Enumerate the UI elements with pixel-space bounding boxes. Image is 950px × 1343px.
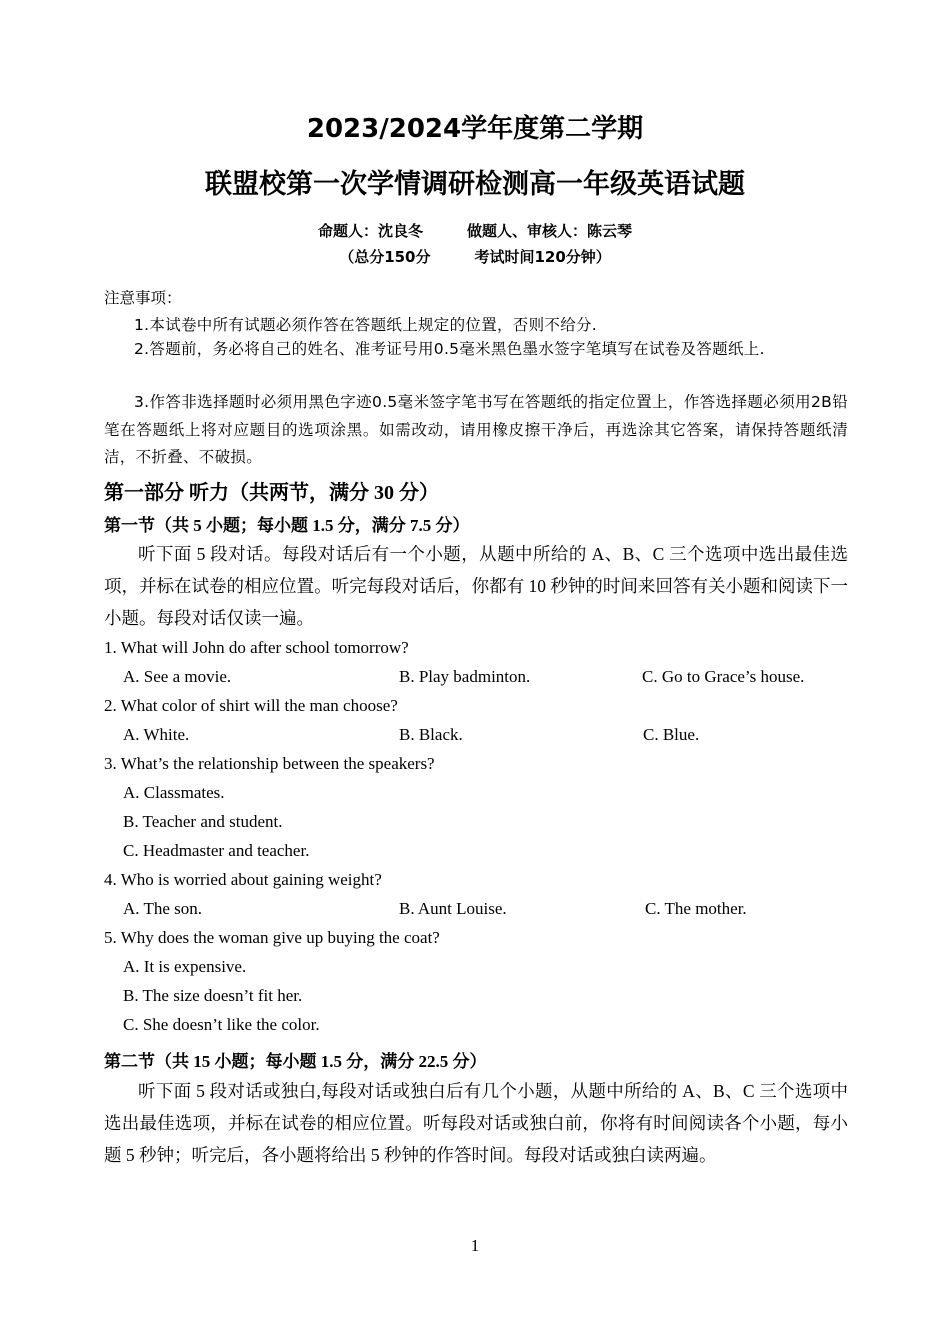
- q3-option-b: B. Teacher and student.: [123, 812, 283, 831]
- q5-option-a: A. It is expensive.: [123, 957, 247, 976]
- q2-option-c: C. Blue.: [643, 725, 700, 744]
- exam-score-time: [0, 246, 950, 267]
- q5-option-c: C. She doesn’t like the color.: [123, 1015, 320, 1034]
- author-label: 命题人：沈良冬: [317, 222, 423, 240]
- q5-option-b: B. The size doesn’t fit her.: [123, 986, 303, 1005]
- question-3: 3. What’s the relationship between the speakers?: [104, 754, 435, 773]
- part1-heading: 第一部分 听力（共两节，满分 30 分）: [104, 482, 439, 504]
- section1-heading: 第一节（共 5 小题；每小题 1.5 分，满分 7.5 分）: [104, 516, 470, 535]
- section2-intro: 听下面 5 段对话或独白,每段对话或独白后有几个小题，从题中所给的 A、B、C 三个选项中选出最佳选项，并标在试卷的相应位置。听每段对话或独白前，你将有时间阅读各个小题，每小题 5 秒钟；听完后，各小题将给出 5 秒钟的作答时间。每段对话或独白读两遍。: [104, 1081, 848, 1165]
- reviewer-label: 做题人、审核人：陈云琴: [467, 222, 633, 240]
- page-number: 1: [470, 1236, 480, 1255]
- notes-heading: 注意事项：: [104, 289, 182, 307]
- q4-option-b: B. Aunt Louise.: [399, 899, 507, 918]
- q2-option-b: B. Black.: [399, 725, 463, 744]
- note-item-2: 2.答题前，务必将自己的姓名、准考证号用0.5毫米黑色墨水签字笔填写在试卷及答题纸上.: [134, 340, 765, 358]
- exam-time: 考试时间120分钟）: [474, 248, 611, 266]
- question-2: 2. What color of shirt will the man choose?: [104, 696, 398, 715]
- section1-intro: 听下面 5 段对话。每段对话后有一个小题，从题中所给的 A、B、C 三个选项中选出最佳选项，并标在试卷的相应位置。听完每段对话后，你都有 10 秒钟的时间来回答有关小题和阅读下一小题。每段对话仅读一遍。: [104, 544, 848, 628]
- total-score: （总分150分: [339, 248, 431, 266]
- question-1: 1. What will John do after school tomorrow?: [104, 638, 409, 657]
- exam-authors: [0, 220, 950, 241]
- question-4: 4. Who is worried about gaining weight?: [104, 870, 382, 889]
- q2-option-a: A. White.: [123, 725, 190, 744]
- q3-option-a: A. Classmates.: [123, 783, 225, 802]
- q4-option-c: C. The mother.: [645, 899, 747, 918]
- q4-option-a: A. The son.: [123, 899, 203, 918]
- question-5: 5. Why does the woman give up buying the coat?: [104, 928, 440, 947]
- q1-option-b: B. Play badminton.: [399, 667, 531, 686]
- note-item-3: 3.作答非选择题时必须用黑色字迹0.5毫米签字笔书写在答题纸的指定位置上，作答选择题必须用2B铅笔在答题纸上将对应题目的选项涂黑。如需改动，请用橡皮擦干净后，再选涂其它答案，请保持答题纸清洁，不折叠、不破损。: [104, 393, 848, 466]
- exam-title-line1: 2023/2024学年度第二学期: [306, 114, 644, 144]
- q1-option-c: C. Go to Grace’s house.: [642, 667, 805, 686]
- q3-option-c: C. Headmaster and teacher.: [123, 841, 310, 860]
- q1-option-a: A. See a movie.: [123, 667, 232, 686]
- exam-title-line2: 联盟校第一次学情调研检测高一年级英语试题: [205, 169, 745, 200]
- section2-heading: 第二节（共 15 小题；每小题 1.5 分，满分 22.5 分）: [104, 1052, 487, 1071]
- note-item-1: 1.本试卷中所有试题必须作答在答题纸上规定的位置，否则不给分.: [134, 316, 598, 334]
